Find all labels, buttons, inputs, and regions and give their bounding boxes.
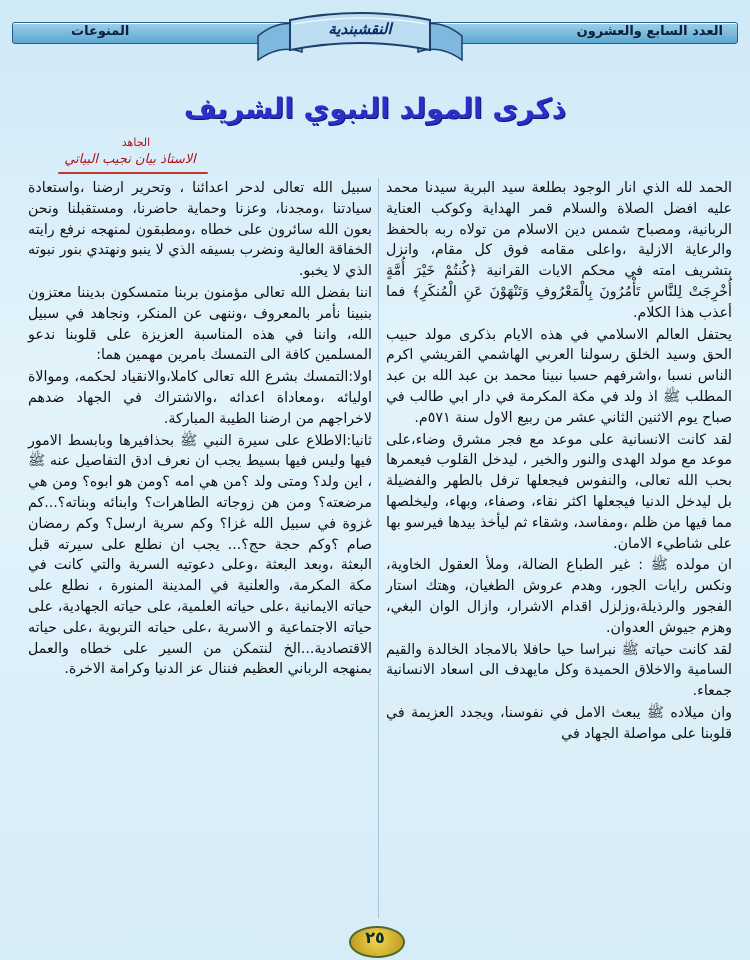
author-underline [58,172,208,174]
banner-title: النقشبندية [328,20,392,38]
author-name: الاستاذ بيان نجيب البياتي [64,152,196,167]
paragraph: اولا:التمسك بشرع الله تعالى كاملا،والانقياد لحكمه، وموالاة اوليائه ،ومعاداة اعدائه ،والاشتراك في الجهاد ضدهم لاخراجهم من ارضنا الطيبة المباركة. [28,369,372,427]
page-number: ٢٥ [365,928,385,947]
paragraph: يحتفل العالم الاسلامي في هذه الايام بذكرى مولد حبيب الحق وسيد الخلق رسولنا العربي الهاشمي القريشي اكرم الناس نسبا ،واشرفهم حسبا نبينا محمد بن عبد الله بن عبد المطلب ﷺ اذ ولد في مكة المكرمة في دار ابي طالب في صباح يوم الاثنين الثاني عشر من ربيع الاول سنة ٥٧١م. [386,326,732,426]
paragraph: لقد كانت حياته ﷺ نبراسا حيا حافلا بالامجاد الخالدة والقيم السامية والاخلاق الحميدة وكل مايهدف الى اسعاد الانسانية جمعاء. [386,641,732,700]
author-role: الجاهد [121,136,151,149]
paragraph: لقد كانت الانسانية على موعد مع فجر مشرق وضاء،على موعد مع مولد الهدى والنور والخير ، ليدخل القلوب فيعمرها بحب الله تعالى، والنفوس فيجعلها ترفل بالطهر والفضيلة بل ليدخل الدنيا فيجعلها اكثر نقاء، وصفاء، وبهاء، وليخلصها مما فيها من ظلم ،ومفاسد، وشقاء ثم ليأخذ بيدها فيرسو بها على شاطيء الامان. [386,431,732,552]
column-right [386,178,732,746]
article-title: ذكرى المولد النبوي الشريف [183,92,567,125]
paragraph: سبيل الله تعالى لدحر اعدائنا ، وتحرير ارضنا ،واستعادة سيادتنا ،ومجدنا، وعزنا وحماية حاضرنا، ومستقبلنا ونحن بعون الله سائرون على خطاه ،ومطبقون لمنهجه نرفع رايته الخفاقة العالية ونضرب بسيفه الذي لا ينبو ونهتدي بنور نبوته الذي لا يخبو. [28,180,372,280]
paragraph: ان مولده ﷺ : غير الطباع الضالة، وملأ العقول الخاوية، ونكس رايات الجور، وهدم عروش الطغيان، وهتك استار الفجور والرذيلة،وزلزل اقدام الاشرار، وازال الوان البغي، وهزم جيوش العدوان. [386,557,732,636]
issue-label: العدد السابع والعشرون [576,24,723,39]
column-divider [378,178,379,918]
paragraph: وان ميلاده ﷺ يبعث الامل في نفوسنا، ويجدد العزيمة في قلوبنا على مواصلة الجهاد في [386,704,732,742]
section-label: المنوعات [71,24,130,39]
paragraph: ثانيا:الاطلاع على سيرة النبي ﷺ بحذافيرها وبابسط الامور فيها وليس فيها بسيط يجب ان نعرف ادق التفاصيل عنه ﷺ ، اين ولد؟ ومتى ولد ؟من هي امه ؟ومن هو ابوه؟ ومن هي مرضعته؟ ومن هن زوجاته الطاهرات؟ وابنائه وبناته؟...كم غزوة في سبيل الله غزا؟ وكم سرية ارسل؟ وكم رمضان صام ؟وكم حجة حج؟... يجب ان نطلع على سيرته قبل البعثة ،وبعد البعثة ،وعلى دعوتيه السرية والتي كانت في مكة المكرمة، والعلنية في المدينة المنورة ، نطلع على حياته الايمانية ،على حياته العلمية، على حياته الجهادية، على حياته الاجتماعية و الاسرية ،على حياته التربوية ،على حياته الاقتصادية...الخ لنتمكن من السير على خطاه والعمل بمنهجه الرباني العظيم فننال عز الدنيا وكرامة الاخرة. [28,432,372,678]
paragraph: اننا بفضل الله تعالى مؤمنون بربنا متمسكون بديننا معتزون بنبينا نأمر بالمعروف ،وننهى عن المنكر، ونجاهد في سبيل الله، واننا في هذه المناسبة العزيزة على قلوبنا ندعو المسلمين كافة الى التمسك بامرين مهمين هما: [28,284,372,364]
paragraph: الحمد لله الذي انار الوجود بطلعة سيد البرية سيدنا محمد عليه افضل الصلاة والسلام قمر الهداية وكوكب العناية الربانية، ومصباح شمس دين الاسلام من تولاه ربه بالحفظ والرعاية الازلية ،واعلى مقامه فوق كل مقام، وانزل بتشريف امته في محكم الايات القرانية ﴿كُنتُمْ خَيْرَ أُمَّةٍ أُخْرِجَتْ لِلنَّاسِ تَأْمُرُونَ بِالْمَعْرُوفِ وَتَنْهَوْنَ عَنِ الْمُنكَرِ﴾ فما أعذب هذا الكلام. [386,180,732,321]
column-left [28,178,372,681]
